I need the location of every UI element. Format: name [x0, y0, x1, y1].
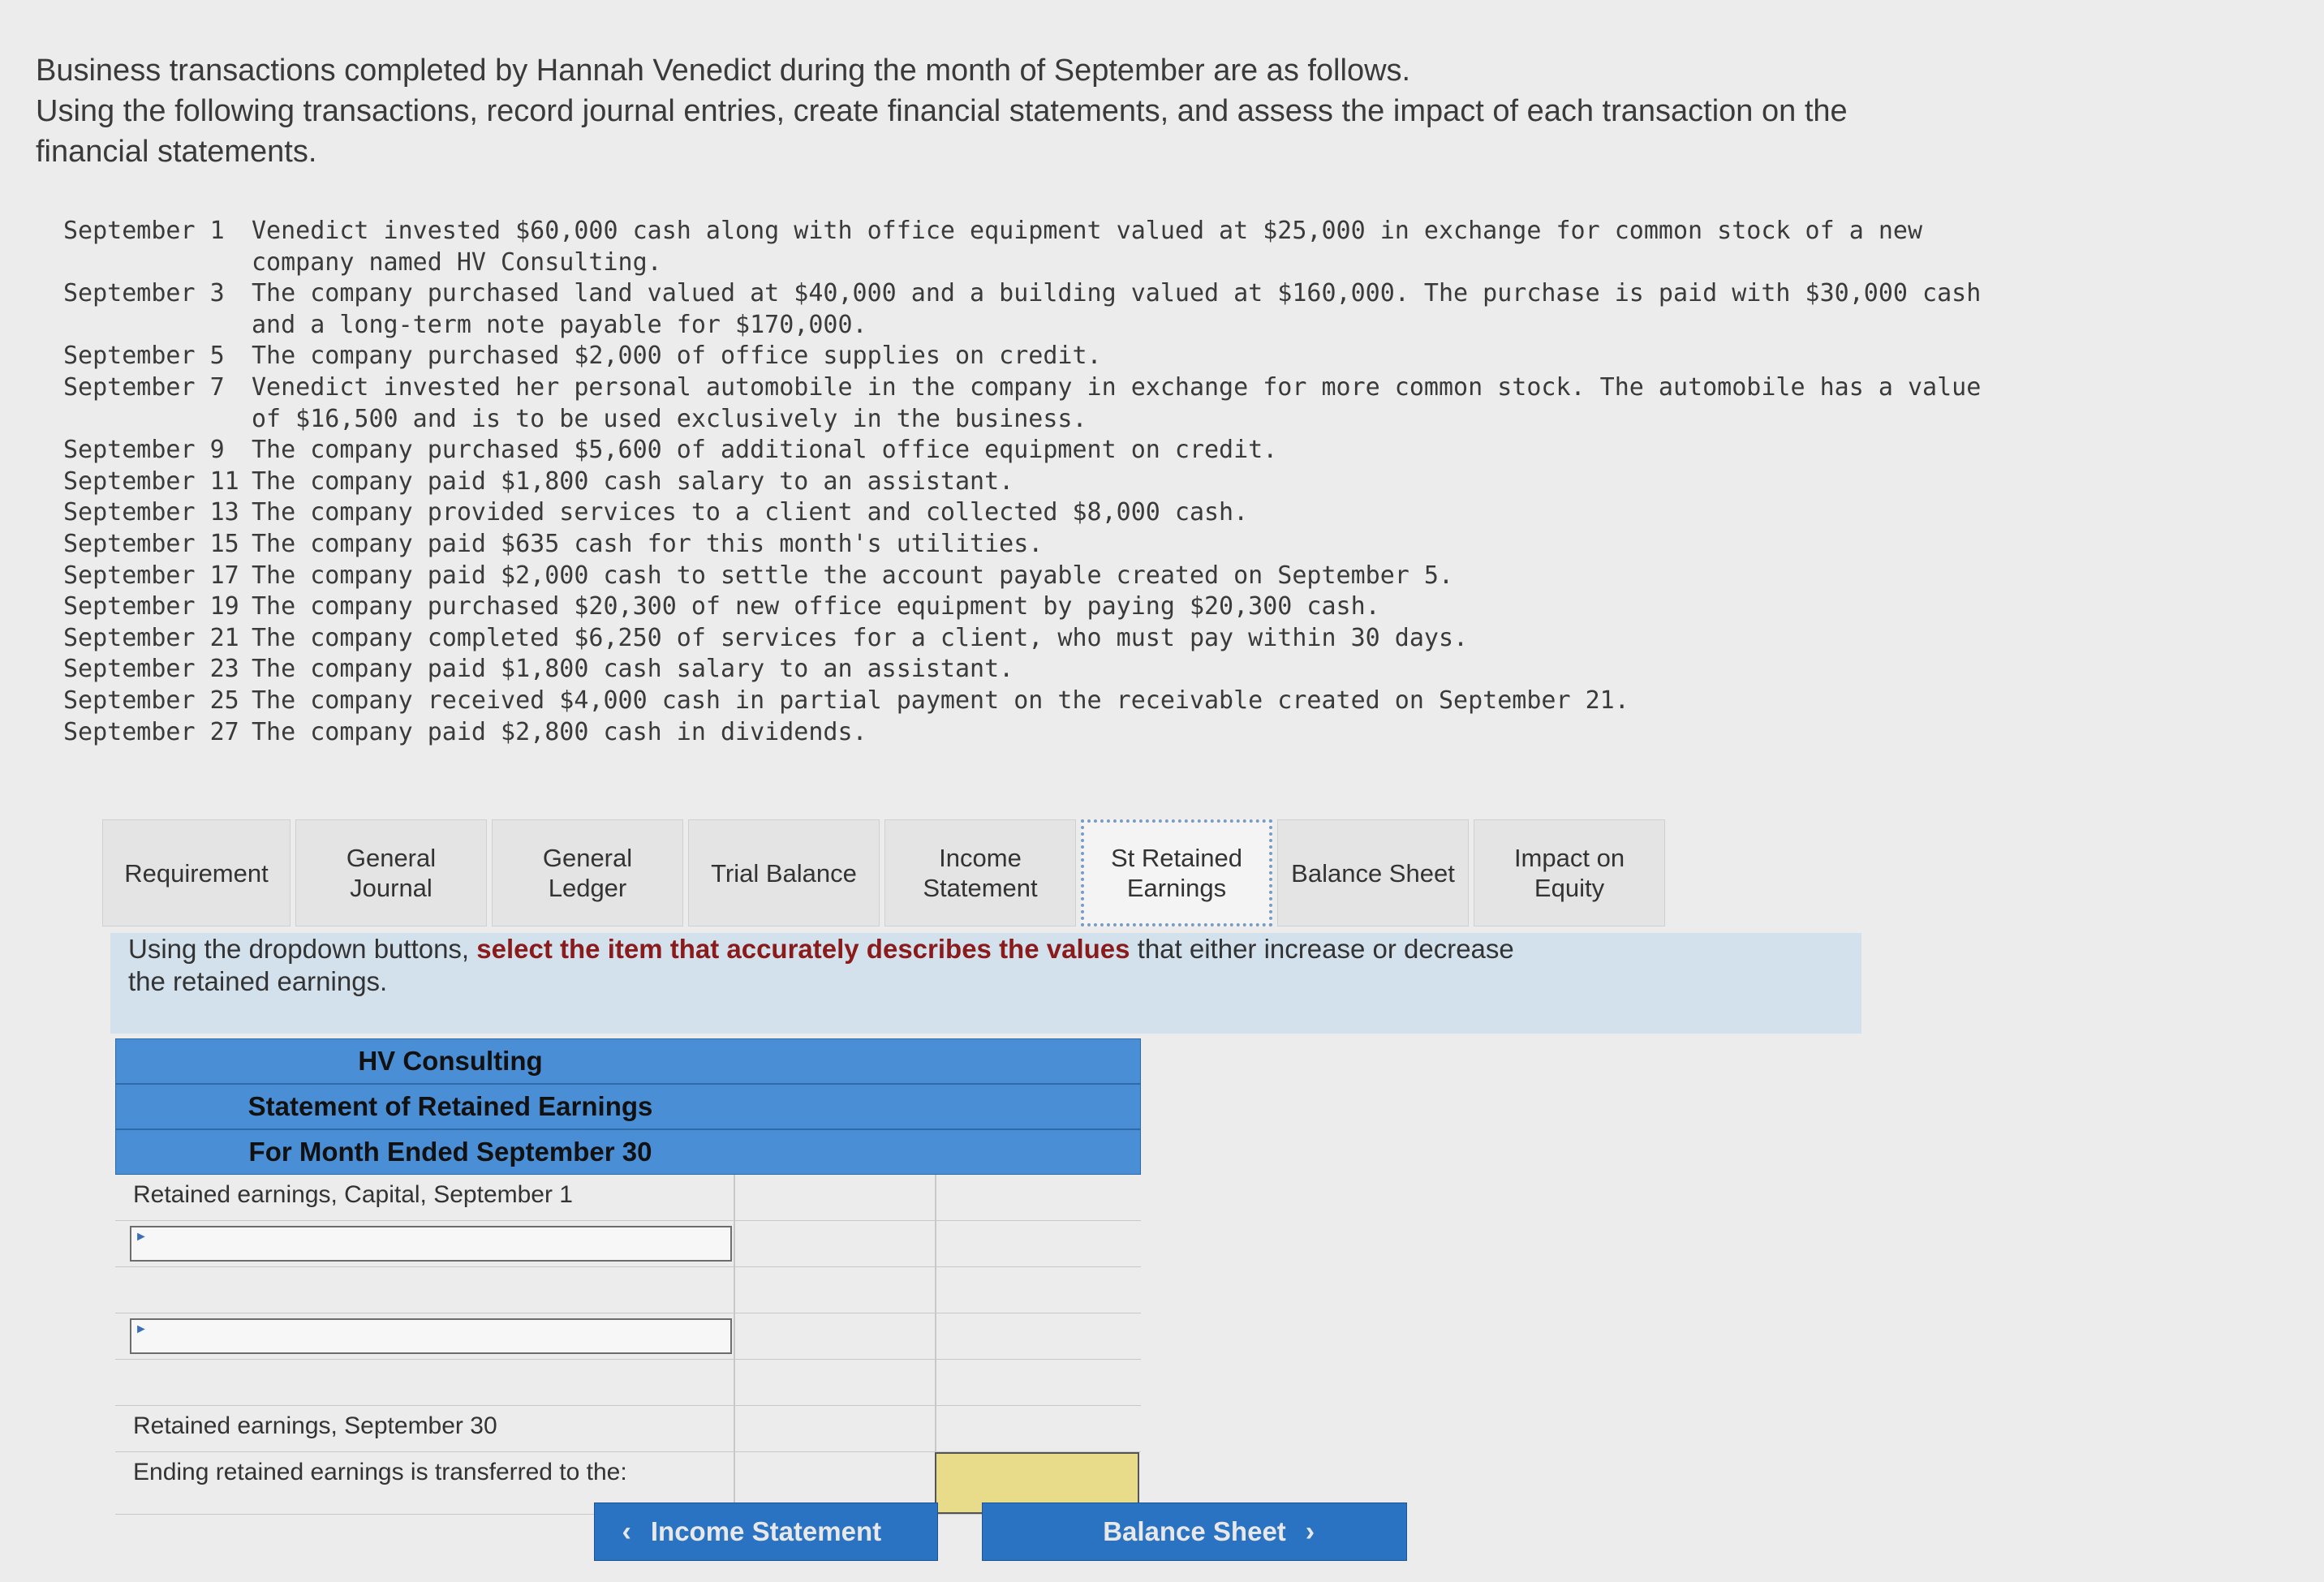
total-cell[interactable]	[935, 1221, 1141, 1266]
indent-spacer	[63, 247, 252, 279]
transaction-row	[63, 435, 1981, 466]
transaction-row	[63, 591, 1981, 623]
total-cell[interactable]	[935, 1313, 1141, 1359]
transaction-row	[63, 341, 1981, 372]
transaction-text: The company provided services to a client and collected $8,000 cash.	[252, 498, 1249, 527]
row-label-beginning: Retained earnings, Capital, September 1	[133, 1181, 573, 1208]
transaction-text: The company paid $1,800 cash salary to an assistant.	[252, 466, 1014, 496]
amount-cell[interactable]	[734, 1406, 935, 1451]
transaction-row	[63, 654, 1981, 686]
transaction-row	[63, 686, 1981, 717]
transaction-text: Venedict invested her personal automobile in the company in exchange for more common stock. The automobile has a value	[252, 372, 1982, 402]
statement-company-row	[115, 1038, 1141, 1084]
transaction-text: The company paid $1,800 cash salary to an assistant.	[252, 655, 1014, 684]
amount-cell[interactable]	[734, 1175, 935, 1220]
tab-balance-sheet[interactable]: Balance Sheet	[1277, 819, 1469, 926]
transaction-date: September 17	[63, 561, 239, 590]
transaction-text: The company paid $2,000 cash to settle the account payable created on September 5.	[252, 561, 1454, 590]
tab-general-journal[interactable]: General Journal	[295, 819, 487, 926]
amount-cell[interactable]	[734, 1221, 935, 1266]
transaction-text-continued: of $16,500 and is to be used exclusively in the business.	[252, 404, 1087, 433]
transaction-date: September 15	[63, 529, 239, 558]
problem-intro	[36, 50, 1848, 172]
row-label-transfer: Ending retained earnings is transferred to the:	[133, 1459, 627, 1485]
table-row	[115, 1221, 1141, 1267]
prev-income-statement-button[interactable]	[594, 1502, 938, 1561]
tab-general-ledger[interactable]: General Ledger	[492, 819, 683, 926]
prev-button-label: Income Statement	[650, 1516, 882, 1546]
intro-line-2: Using the following transactions, record journal entries, create financial statements, and assess the impact of each transaction on the	[36, 94, 1848, 128]
tab-income-statement[interactable]: Income Statement	[884, 819, 1076, 926]
transaction-date: September 13	[63, 498, 239, 527]
instruction-panel	[110, 933, 1861, 1034]
blank-label-cell	[115, 1360, 734, 1405]
instruction-text	[128, 933, 1844, 998]
transaction-row	[63, 497, 1981, 529]
amount-cell[interactable]	[734, 1360, 935, 1405]
tab-requirement[interactable]: Requirement	[102, 819, 290, 926]
transaction-row	[63, 529, 1981, 561]
table-row	[115, 1406, 1141, 1452]
instruction-emphasis: select the item that accurately describes the values	[476, 934, 1130, 964]
statement-title-row	[115, 1084, 1141, 1129]
transaction-row	[63, 278, 1981, 310]
transaction-row	[63, 561, 1981, 592]
intro-line-3: financial statements.	[36, 135, 317, 169]
transaction-text: The company purchased land valued at $40,000 and a building valued at $160,000. The purchase is paid with $30,000 cash	[252, 279, 1982, 308]
transaction-date: September 9	[63, 436, 225, 465]
tab-st-retained-earnings[interactable]: St Retained Earnings	[1081, 819, 1272, 926]
transaction-text: The company purchased $20,300 of new office equipment by paying $20,300 cash.	[252, 592, 1380, 621]
table-row	[115, 1175, 1141, 1221]
table-row	[115, 1267, 1141, 1313]
transaction-row	[63, 623, 1981, 655]
indent-spacer	[63, 310, 252, 342]
transaction-row-continued	[63, 404, 1981, 436]
transaction-text: The company completed $6,250 of services for a client, who must pay within 30 days.	[252, 623, 1469, 652]
transaction-date: September 27	[63, 717, 239, 746]
tab-impact-on-equity[interactable]: Impact on Equity	[1474, 819, 1665, 926]
instruction-line-2: the retained earnings.	[128, 966, 388, 996]
total-cell[interactable]	[935, 1406, 1141, 1451]
table-row	[115, 1360, 1141, 1406]
instruction-prefix: Using the dropdown buttons,	[128, 934, 477, 964]
transaction-row	[63, 216, 1981, 247]
transaction-row	[63, 717, 1981, 749]
transaction-text: The company received $4,000 cash in partial payment on the receivable created on September 21.	[252, 686, 1629, 715]
transaction-text-continued: company named HV Consulting.	[252, 247, 662, 277]
transaction-row	[63, 372, 1981, 404]
transaction-text: The company purchased $5,600 of additional office equipment on credit.	[252, 436, 1278, 465]
table-row	[115, 1313, 1141, 1360]
tab-bar	[102, 819, 1670, 926]
transaction-text: The company purchased $2,000 of office supplies on credit.	[252, 342, 1102, 371]
row-label-ending: Retained earnings, September 30	[133, 1412, 497, 1439]
transaction-text: The company paid $635 cash for this month's utilities.	[252, 529, 1044, 558]
transaction-date: September 7	[63, 372, 225, 402]
transaction-list	[63, 216, 1981, 748]
account-dropdown[interactable]	[130, 1318, 732, 1354]
transaction-date: September 19	[63, 592, 239, 621]
transaction-date: September 11	[63, 466, 239, 496]
account-dropdown[interactable]	[130, 1226, 732, 1262]
instruction-suffix: that either increase or decrease	[1130, 934, 1514, 964]
tab-trial-balance[interactable]: Trial Balance	[688, 819, 880, 926]
transaction-row-continued	[63, 310, 1981, 342]
amount-cell[interactable]	[734, 1313, 935, 1359]
total-cell[interactable]	[935, 1360, 1141, 1405]
transaction-date: September 5	[63, 342, 225, 371]
transaction-row-continued	[63, 247, 1981, 279]
next-balance-sheet-button[interactable]	[982, 1502, 1407, 1561]
transaction-date: September 1	[63, 217, 225, 245]
intro-line-1: Business transactions completed by Hannah Venedict during the month of September are as follows.	[36, 54, 1411, 88]
dropdown-arrow-icon: ►	[135, 1230, 148, 1244]
transaction-text-continued: and a long-term note payable for $170,000.	[252, 310, 867, 339]
dropdown-arrow-icon: ►	[135, 1322, 148, 1336]
statement-title: Statement of Retained Earnings	[247, 1091, 653, 1121]
transaction-date: September 21	[63, 623, 239, 652]
chevron-right-icon: ›	[1305, 1515, 1315, 1547]
transaction-text: Venedict invested $60,000 cash along with office equipment valued at $25,000 in exchange for common stock of a new	[252, 217, 1923, 245]
amount-cell[interactable]	[734, 1267, 935, 1313]
transaction-date: September 3	[63, 279, 225, 308]
retained-earnings-statement	[115, 1038, 1141, 1515]
indent-spacer	[63, 404, 252, 436]
blank-label-cell	[115, 1267, 734, 1313]
transaction-date: September 25	[63, 686, 239, 715]
statement-period-row	[115, 1129, 1141, 1175]
transaction-text: The company paid $2,800 cash in dividends.	[252, 717, 867, 746]
total-cell[interactable]	[935, 1267, 1141, 1313]
transaction-row	[63, 466, 1981, 498]
chevron-left-icon: ‹	[622, 1515, 631, 1547]
statement-period: For Month Ended September 30	[248, 1137, 652, 1167]
total-cell[interactable]	[935, 1175, 1141, 1220]
statement-company: HV Consulting	[358, 1046, 543, 1076]
transaction-date: September 23	[63, 655, 239, 684]
next-button-label: Balance Sheet	[1103, 1516, 1286, 1546]
